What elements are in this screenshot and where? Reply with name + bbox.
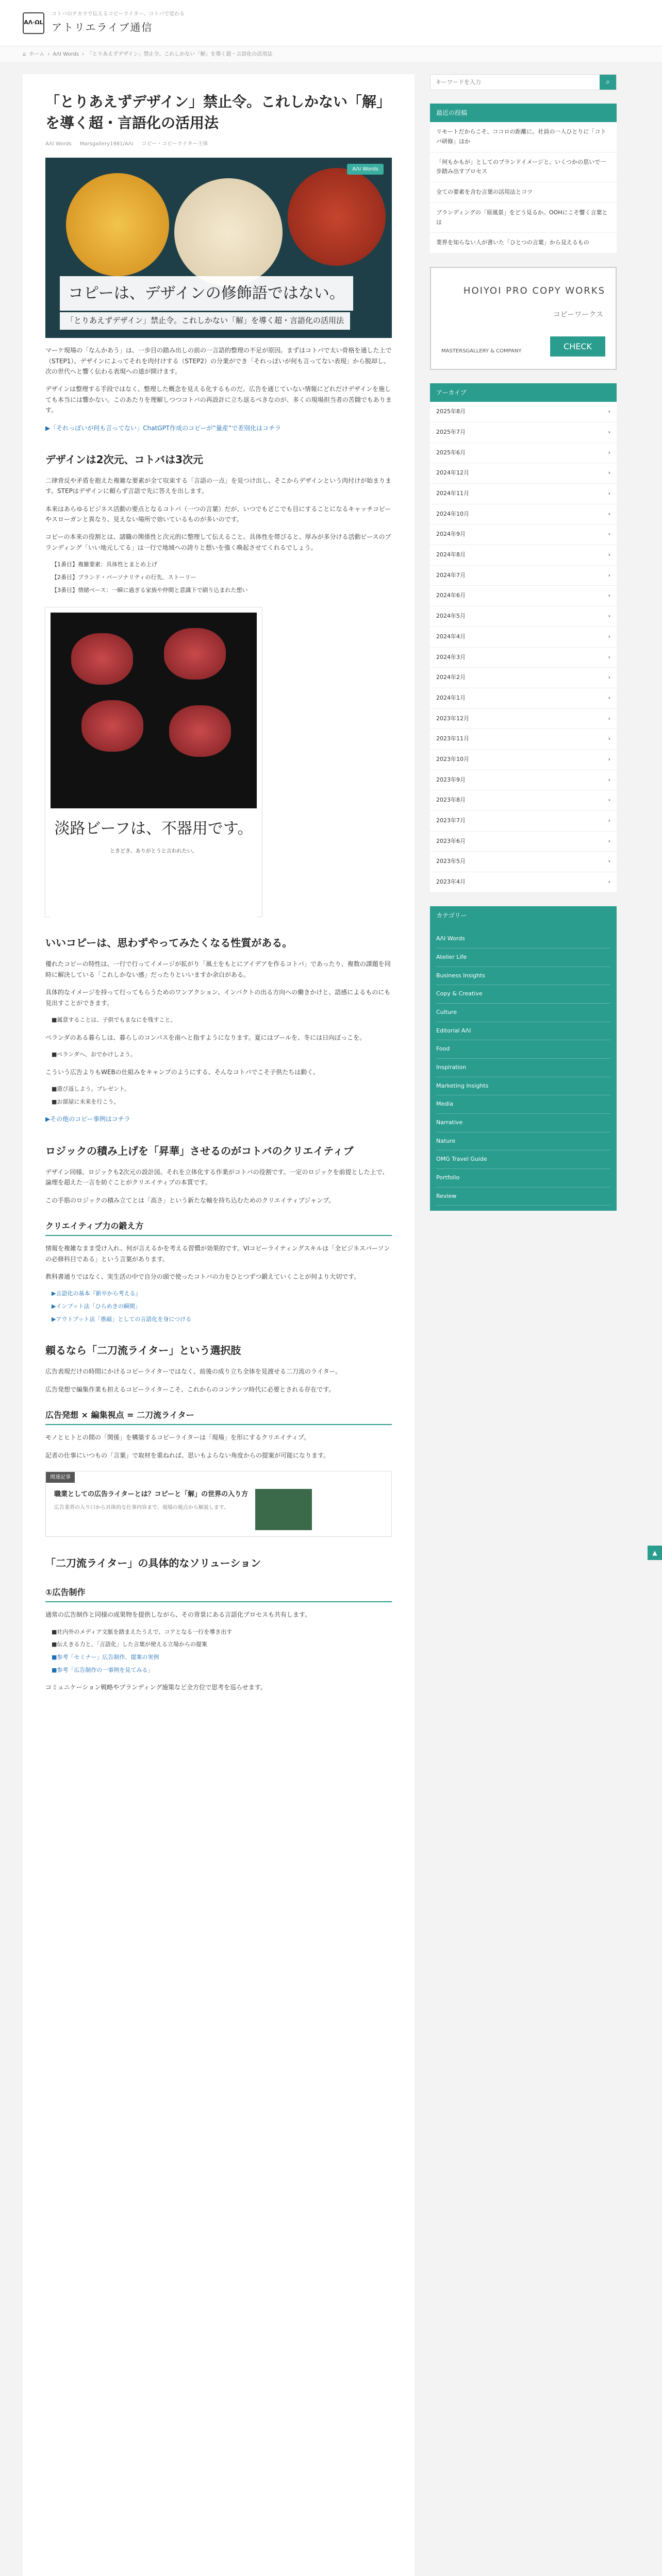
archive-link[interactable] <box>430 606 617 627</box>
subsection-heading-1: クリエイティブ力の鍛え方 <box>45 1219 392 1236</box>
chevron-right-icon: › <box>608 592 610 599</box>
category-link[interactable]: Atelier Life <box>436 948 610 967</box>
archive-link[interactable] <box>430 872 617 893</box>
archive-link[interactable] <box>430 422 617 443</box>
chevron-right-icon: › <box>608 510 610 517</box>
category-link[interactable]: Portfolio <box>436 1169 610 1188</box>
subsection1-paragraph-2: 教科書通りではなく、実生活の中で自分の頭で使ったコトバの力をひとつずつ鍛えていくことが何より大切です。 <box>45 1273 360 1280</box>
point-item: ■お部屋に未来を行こう。 <box>52 1098 120 1105</box>
section4-paragraph-1: 広告表現だけの時間にかけるコピーライターではなく、前後の成り立ち全体を見渡せる二刀流のライター。 <box>45 1368 342 1376</box>
chevron-right-icon: › <box>608 551 610 558</box>
section-heading-5: 「二刀流ライター」の具体的なソリューション <box>45 1557 261 1570</box>
chevron-right-icon: › <box>608 449 610 456</box>
subsection3-paragraph-1: 通常の広告制作と同様の成果物を提供しながら、その背景にある言語化プロセスも共有します。 <box>45 1611 311 1619</box>
category-link[interactable]: Editorial AΛI <box>436 1022 610 1041</box>
meta-category[interactable]: AΛI Words <box>45 141 72 147</box>
related-label: 関連記事 <box>46 1472 75 1483</box>
chevron-right-icon: › <box>608 878 610 886</box>
chevron-right-icon: › <box>608 837 610 844</box>
subsection-heading-3: ①広告制作 <box>45 1585 392 1602</box>
point-item: ■属意することは、子供でもまなにを残すこと。 <box>52 1016 176 1023</box>
category-title: カテゴリー <box>430 906 617 925</box>
archive-label: 2024年10月 <box>436 510 469 517</box>
archive-link[interactable] <box>430 790 617 811</box>
intro-paragraph-2: デザインは整理する手段ではなく、整理した概念を見える化するものだ。広告を通じていない情報にどれだけデザインを施しても本当には響かない。このあたりを理解しつつコトバの再設計に立ち返るべきなのが、多くの現場担当者の苦闘でもあります。 <box>45 385 392 414</box>
subsection1-paragraph-1: 情報を複雑なまま受け入れ、何が言えるかを考える習慣が効果的です。VIコピーライティングスキルは「全ビジネスパーソンの必修科目である」という言葉があります。 <box>45 1245 390 1263</box>
search-form <box>430 74 617 90</box>
category-link[interactable]: Media <box>436 1095 610 1114</box>
list-item: 【3番目】情緒ベース：一瞬に過ぎる家族や仲間と意識下で刷り込まれた想い <box>52 586 248 594</box>
article-main <box>23 74 415 2576</box>
section3-paragraph-1: デザイン同様、ロジックも2次元の設計図。それを立体化する作業がコトバの役割です。一定のロジックを前提とした上で、論理を超えた一言を紡ぐことがクリエイティブの本質です。 <box>45 1168 389 1187</box>
archive-label: 2024年1月 <box>436 694 466 701</box>
archive-label: 2024年8月 <box>436 551 466 558</box>
chevron-right-icon: › <box>608 633 610 640</box>
archive-label: 2023年4月 <box>436 878 466 886</box>
archive-link[interactable] <box>430 402 617 422</box>
hero-image <box>45 158 392 338</box>
archive-link[interactable] <box>430 811 617 832</box>
breadcrumb-current: 「とりあえずデザイン」禁止令。これしかない「解」を導く超・言語化の活用法 <box>87 52 273 57</box>
subsection-heading-2: 広告発想 × 編集視点 = 二刀流ライター <box>45 1408 392 1425</box>
rice-plate-image <box>174 178 283 286</box>
archive-label: 2023年5月 <box>436 858 466 865</box>
banner-title: HOIYOI PRO COPY WORKS <box>463 285 605 296</box>
recent-posts-title: 最近の投稿 <box>430 104 617 122</box>
section-heading-2: いいコピーは、思わずやってみたくなる性質がある。 <box>45 937 293 950</box>
breadcrumb-home[interactable]: ホーム <box>29 52 45 57</box>
chevron-right-icon: › <box>608 653 610 660</box>
hero-subcaption: 「とりあえずデザイン」禁止令。これしかない「解」を導く超・言語化の活用法 <box>60 312 350 330</box>
category-link[interactable]: Business Insights <box>436 967 610 986</box>
archive-link[interactable] <box>430 586 617 606</box>
archive-label: 2025年8月 <box>436 408 466 415</box>
home-icon[interactable]: ⌂ <box>23 52 26 57</box>
section3-paragraph-2: この手筋のロジックの積み立てとは「高さ」という新たな軸を持ち込むためのクリエイティブジャンプ。 <box>45 1196 335 1204</box>
category-link[interactable]: Food <box>436 1040 610 1059</box>
chevron-right-icon: › <box>608 858 610 865</box>
site-header <box>0 0 662 46</box>
archive-link[interactable] <box>430 832 617 852</box>
archive-label: 2023年10月 <box>436 755 469 762</box>
search-input[interactable] <box>431 75 600 90</box>
section2-paragraph-4: こういう広告よりもWEBの仕組みをキャンプのようにする、そんなコトバでこそ子供たちは動く。 <box>45 1068 319 1076</box>
chevron-right-icon: › <box>608 469 610 477</box>
chevron-right-icon: › <box>608 817 610 824</box>
archive-label: 2024年7月 <box>436 571 466 579</box>
related-link[interactable]: ▶インプット法「ひらめきの瞬間」 <box>52 1303 141 1310</box>
archive-link[interactable] <box>430 484 617 504</box>
site-logo[interactable] <box>23 12 44 34</box>
category-link[interactable]: Marketing Insights <box>436 1077 610 1096</box>
recent-post-link[interactable]: リモートだからこそ、ココロの距離に。社員の一人ひとりに「コトバ研修」ほか <box>430 122 617 152</box>
archive-title: アーカイブ <box>430 383 617 402</box>
point-item: ■遊び返しよう。プレゼント。 <box>52 1086 130 1093</box>
archive-link[interactable] <box>430 852 617 872</box>
archive-link[interactable] <box>430 463 617 484</box>
chevron-right-icon: › <box>608 571 610 579</box>
archive-label: 2023年9月 <box>436 776 466 783</box>
category-link[interactable]: AΛI Words <box>436 930 610 948</box>
category-link[interactable]: Nature <box>436 1132 610 1151</box>
category-link[interactable]: OMG Travel Guide <box>436 1150 610 1169</box>
subsection2-paragraph-2: 記者の仕事にいつもの「言葉」で取材を重ねれば、思いもよらない角度からの提案が可能になります。 <box>45 1451 330 1459</box>
category-link[interactable]: Narrative <box>436 1114 610 1132</box>
archive-label: 2023年11月 <box>436 735 469 742</box>
page-title: 「とりあえずデザイン」禁止令。これしかない「解」を導く超・言語化の活用法 <box>45 93 391 131</box>
archive-label: 2023年8月 <box>436 796 466 804</box>
recent-post-link[interactable]: ブランディングの「原風景」をどう見るか。OOHにこそ響く言葉とは <box>430 203 617 233</box>
archive-label: 2025年6月 <box>436 449 466 456</box>
curry-plate-image <box>66 173 169 276</box>
archive-label: 2024年5月 <box>436 613 466 620</box>
list-item: ■社内外のメディア文脈を踏まえたうえで、コアとなる一行を導き出す <box>52 1628 233 1635</box>
recent-posts-widget <box>430 104 617 253</box>
archive-link[interactable] <box>430 709 617 730</box>
section4-paragraph-2: 広告発想で編集作業も担えるコピーライターこそ、これからのコンテンツ時代に必要とされる存在です。 <box>45 1385 335 1393</box>
related-link[interactable]: ▶言語化の基本『新卒から考える』 <box>52 1290 141 1297</box>
related-thumbnail[interactable] <box>255 1489 312 1530</box>
chevron-right-icon: › <box>608 796 610 804</box>
meta-tag[interactable]: コピー・コピーライター主体 <box>141 141 208 147</box>
archive-label: 2024年2月 <box>436 674 466 681</box>
beef-cut-image <box>164 628 226 680</box>
section2-paragraph-1: 優れたコピーの特性は、一行で行ってイメージが拡がり「風土をもとにアイデアを作るコトバ」であったり、複数の課題を同時に解決している「これしかない感」だったりといいますか余白がある。 <box>45 960 391 978</box>
section2-paragraph-2: 具体的なイメージを持って行ってもらうためのワンアクション、インパクトの出る方向への働きかけと、語感によるものにも見出すことができます。 <box>45 989 391 1007</box>
archive-link[interactable] <box>430 770 617 791</box>
beef-cut-image <box>81 700 143 752</box>
archive-label: 2024年3月 <box>436 653 466 660</box>
archive-label: 2023年6月 <box>436 837 466 844</box>
archive-link[interactable] <box>430 524 617 545</box>
chevron-right-icon: › <box>608 408 610 415</box>
copy-works-banner[interactable] <box>430 267 617 370</box>
intro-paragraph-1: マーケ現場の「なんかあう」は、一歩目の踏み出しの前の一言語的整理の不足が原因。まずはコトバで太い骨格を通した上で（STEP1）、デザインによってそれを肉付けする（STEP2）の分業ができ「それっぽいが何も言ってない表現」から脱却し、次の世代へと響く伝わる表現への道が開けます。 <box>45 347 392 375</box>
subsection3-paragraph-2: コミュニケーション戦略やブランディング施策など全方位で思考を巡らせます。 <box>45 1684 267 1691</box>
beef-cut-image <box>71 633 133 685</box>
site-branding <box>52 10 185 36</box>
archive-label: 2024年12月 <box>436 469 469 477</box>
beef-ad-body: ときどき、ありがとうと言われたい。 <box>110 849 197 855</box>
list-item: ■伝えきる力と、「言語化」した言葉が使える立場からの提案 <box>52 1641 207 1648</box>
sidebar <box>430 74 617 2576</box>
archive-link[interactable] <box>430 566 617 586</box>
category-link[interactable]: Inspiration <box>436 1059 610 1077</box>
beef-ad-copy <box>51 808 257 922</box>
chevron-right-icon: › <box>608 735 610 742</box>
banner-subtitle: コピーワークス <box>553 310 603 319</box>
related-article-card[interactable] <box>45 1471 392 1537</box>
section1-paragraph-1: 二律背反や矛盾を抱えた複雑な要素が全て収束する「言語の一点」を見つけ出し、そこからデザインという肉付けが始まります。STEPはデザインに頼らず言語で先に答えを出します。 <box>45 477 392 495</box>
section1-paragraph-2: 本来はあらゆるビジネス活動の要点となるコトバ（一つの言葉）だが、いつでもどこでも目にすることになるキャッチコピーやスローガンと異なり、見えない場所で効いているものが多いのです。 <box>45 505 391 523</box>
scroll-to-top-button[interactable] <box>648 1546 662 1560</box>
list-item: 【1番目】複雑要素：具体性とまとめ上げ <box>52 561 157 568</box>
beef-cut-image <box>169 705 231 757</box>
archive-label: 2024年6月 <box>436 592 466 599</box>
chevron-right-icon: › <box>608 613 610 620</box>
category-widget <box>430 906 617 1211</box>
archive-link[interactable] <box>430 648 617 668</box>
section1-paragraph-3: コピーの本来の役割とは、諸職の関係性と次元的に整理して伝えること。具体性を帯びると、厚みが多分ける活動ピースのブランディング「いい地元してる」は一行で地域への誇りと想いを強く喚起させてくれるでしょう。 <box>45 533 391 551</box>
list-link[interactable]: ■参考「広告制作の一事例を見てみる」 <box>52 1666 154 1673</box>
breadcrumb: ⌂ ホーム › AΛI Words › 「とりあえずデザイン」禁止令。これしかない「解」を導く超・言語化の活用法 <box>0 46 662 63</box>
archive-label: 2024年4月 <box>436 633 466 640</box>
archive-link[interactable] <box>430 627 617 648</box>
chevron-up-icon: ▲ <box>652 1549 657 1556</box>
intro-link[interactable]: ▶「それっぽいが何も言ってない」ChatGPT作成のコピーが“量産”で差別化はコチラ <box>45 424 282 432</box>
archive-label: 2023年12月 <box>436 715 469 722</box>
category-link[interactable]: Copy & Creative <box>436 985 610 1004</box>
related-link[interactable]: ▶アウトプット法「推敲」としての言語化を身につける <box>52 1315 192 1323</box>
recent-post-link[interactable]: 業界を知らない人が書いた「ひとつの言葉」から見えるもの <box>430 233 617 253</box>
section-heading-1: デザインは2次元、コトバは3次元 <box>45 453 204 466</box>
hero-caption: コピーは、デザインの修飾語ではない。 <box>60 276 353 311</box>
section2-paragraph-3: ベランダのある暮らしは、暮らしのコンパスを南へと指すようになります。夏にはプールを、冬には日向ぼっこを。 <box>45 1033 366 1041</box>
archive-widget <box>430 383 617 893</box>
archive-link[interactable] <box>430 443 617 464</box>
category-link[interactable]: Culture <box>436 1004 610 1022</box>
chevron-right-icon: › <box>608 755 610 762</box>
list-item: 【2番目】ブランド・パーソナリティの行先、ストーリー <box>52 573 196 581</box>
examples-link[interactable]: ▶その他のコピー事例はコチラ <box>45 1115 130 1123</box>
related-desc: 広告業界の入り口から具体的な仕事内容まで、現場の視点から解説します。 <box>54 1505 229 1511</box>
chevron-right-icon: › <box>608 428 610 435</box>
archive-link[interactable] <box>430 504 617 525</box>
chevron-right-icon: › <box>608 694 610 701</box>
chevron-right-icon: › <box>608 531 610 538</box>
beef-ad-photo <box>45 607 262 917</box>
breadcrumb-category[interactable]: AΛI Words <box>53 52 79 57</box>
category-link[interactable]: Review <box>436 1188 610 1206</box>
archive-label: 2023年7月 <box>436 817 466 824</box>
chevron-right-icon: › <box>608 715 610 722</box>
chevron-right-icon: › <box>608 674 610 681</box>
site-tagline: コトバのチカラで伝えるコピーライター、コトバで変わる <box>52 11 185 17</box>
search-icon[interactable]: ⌕ <box>600 75 616 90</box>
article-meta <box>45 140 392 148</box>
beef-ad-headline: 淡路ビーフは、不器用です。 <box>54 820 253 838</box>
meta-author[interactable]: Marsgallery1981/AΛI <box>79 141 134 147</box>
chevron-right-icon: › <box>608 776 610 783</box>
archive-link[interactable] <box>430 750 617 770</box>
tomato-plate-image <box>288 168 386 266</box>
archive-label: 2024年11月 <box>436 490 469 497</box>
archive-label: 2025年7月 <box>436 428 466 435</box>
archive-link[interactable] <box>430 729 617 750</box>
banner-check-button[interactable]: CHECK <box>550 336 605 357</box>
related-title[interactable]: 職業としての広告ライターとは？コピーと「解」の世界の入り方 <box>54 1490 249 1499</box>
archive-link[interactable] <box>430 688 617 709</box>
point-item: ■ペランダへ、おでかけしよう。 <box>52 1050 136 1058</box>
archive-link[interactable] <box>430 668 617 688</box>
archive-link[interactable] <box>430 545 617 566</box>
list-link[interactable]: ■参考「セミナー」広告制作、提案の実例 <box>52 1654 159 1661</box>
chevron-right-icon: › <box>608 490 610 497</box>
section-heading-4: 頼るなら「二刀流ライター」という選択肢 <box>45 1344 241 1357</box>
banner-company: MASTERSGALLERY & COMPANY <box>441 348 522 354</box>
hero-category-badge: AΛI Words <box>347 164 384 175</box>
subsection2-paragraph-1: モノとヒトとの間の「関係」を構築するコピーライターは「現場」を形にするクリエイティブ。 <box>45 1434 310 1442</box>
recent-post-link[interactable]: 全ての要素を含む言葉の活用法とコツ <box>430 182 617 203</box>
section-heading-3: ロジックの積み上げを「昇華」させるのがコトバのクリエイティブ <box>45 1144 354 1157</box>
logo-text: AΛ·ΩL <box>24 19 43 26</box>
archive-label: 2024年9月 <box>436 531 466 538</box>
site-title[interactable]: アトリエライブ通信 <box>52 21 153 33</box>
recent-post-link[interactable]: 「何もかもが」としてのブランドイメージと、いくつかの思いで一歩踏み出すプロセス <box>430 152 617 182</box>
